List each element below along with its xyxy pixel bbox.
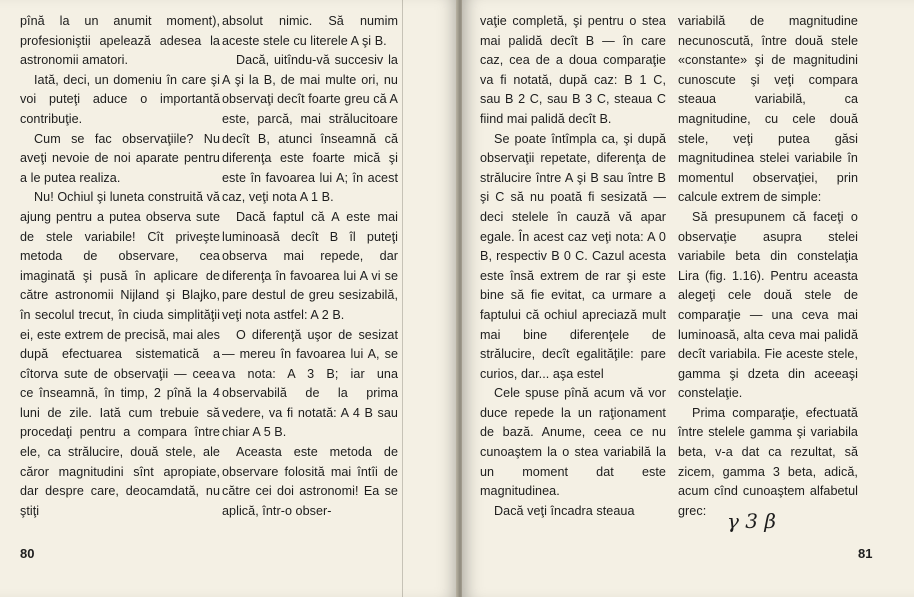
page-number-right: 81 [858, 546, 873, 561]
paragraph: absolut nimic. Să numim aceste stele cu literele A şi B. [222, 14, 398, 48]
right-page-column-2 [678, 12, 858, 521]
left-page-column-2 [222, 12, 398, 521]
page-number-left: 80 [20, 546, 35, 561]
paragraph: Cele spuse pînă acum vă vor duce repede la un raţionament de bază. Anume, ceea ce nu cunoaştem la o stea variabilă la un moment dat este magnitudinea. [480, 386, 666, 499]
paragraph: Să presupunem că faceţi o observaţie asupra stelei variabile beta din constelaţia Lira (fig. 1.16). Pentru aceasta alegeţi cele două stele de comparaţie — una ceva mai luminoasă, alta ceva mai palidă decît variabila. Fie aceste stele, gamma şi dzeta din aceeaşi constelaţie. [678, 209, 858, 401]
paragraph: variabilă de magnitudine necunoscută, între două stele «constante» şi de magnitudini cunoscute şi veţi compara steaua variabilă, ca magnitudine, cu cele două stele, veţi putea găsi magnitudinea stelei variabile în momentul observaţiei, prin calcule extrem de simple: [678, 14, 858, 205]
paragraph: pînă la un anumit moment), profesioniştii apelează adesea la astronomii amatori. [20, 14, 220, 68]
paragraph: Iată, deci, un domeniu în care şi voi puteţi aduce o importantă contribuţie. [20, 72, 220, 126]
paragraph: Aceasta este metoda de observare folosită mai întîi de către cei doi astronomi! Ea se aplică, într-o obser- [222, 445, 398, 518]
paragraph: Prima comparaţie, efectuată între stelele gamma şi variabila beta, v-a dat ca rezultat, să zicem, gamma 3 beta, adică, acum cînd cunoaştem alfabetul grec: [678, 405, 858, 518]
paragraph: Dacă, uitîndu-vă succesiv la A şi la B, de mai multe ori, nu observaţi decît foarte greu că A este, parcă, mai strălucitoare decît B, atunci înseamnă că diferenţa este foarte mică şi este în favoarea lui A; în acest caz, veţi nota A 1 B. [222, 53, 398, 205]
paragraph: Dacă veţi încadra steaua [494, 503, 635, 518]
paragraph: Cum se fac observaţiile? Nu aveţi nevoie de noi aparate pentru a le putea realiza. [20, 131, 220, 185]
left-page-column-1 [20, 12, 220, 521]
column-edge [402, 0, 403, 597]
paragraph: Nu! Ochiul şi luneta construită vă ajung pentru a putea observa sute de stele variabile! Cît priveşte metoda de observare, cea imaginată şi pusă în aplicare de către astronomii Nijland şi Blajko, în secolul trecut, în ciuda simplităţii ei, este extrem de precisă, mai ales după efectuarea sistematică a cîtorva sute de observaţii — ceea ce înseamnă, în timp, 2 pînă la 4 luni de zile. Iată cum trebuie să procedaţi pentru a compara între ele, ca strălucire, două stele, ale căror magnitudini sînt apropiate, dar despre care, deocamdată, nu ştiţi [20, 190, 220, 518]
handwritten-formula: γ 3 β [727, 509, 776, 533]
right-page-column-1 [480, 12, 666, 521]
paragraph: Se poate întîmpla ca, şi după observaţii repetate, diferenţa de strălucire între A şi B sau între B şi C să nu poată fi sesizată — deci stelele în cauză vă apar egale. În acest caz veţi nota: A 0 B, respectiv B 0 C. Cazul acesta este însă extrem de rar şi este bine să fie evitat, ca urmare a faptului că ochiul apreciază mult mai bine diferenţele de strălucire, decît egalităţile: pare curios, dar... aşa estel [480, 131, 666, 381]
paragraph: Dacă faptul că A este mai luminoasă decît B îl puteţi observa mai repede, dar diferenţa în favoarea lui A vi se pare destul de greu sesizabilă, veţi nota astfel: A 2 B. [222, 209, 398, 322]
paragraph: vaţie completă, şi pentru o stea mai palidă decît B — în care caz, cea de a doua comparaţie va fi notată, după caz: B 1 C, sau B 2 C, sau B 3 C, steaua C fiind mai palidă decît B. [480, 14, 666, 126]
paragraph: O diferenţă uşor de sesizat — mereu în favoarea lui A, se va nota: A 3 B; iar una observabilă de la prima vedere, va fi notată: A 4 B sau chiar A 5 B. [222, 327, 398, 440]
right-page [462, 0, 914, 597]
